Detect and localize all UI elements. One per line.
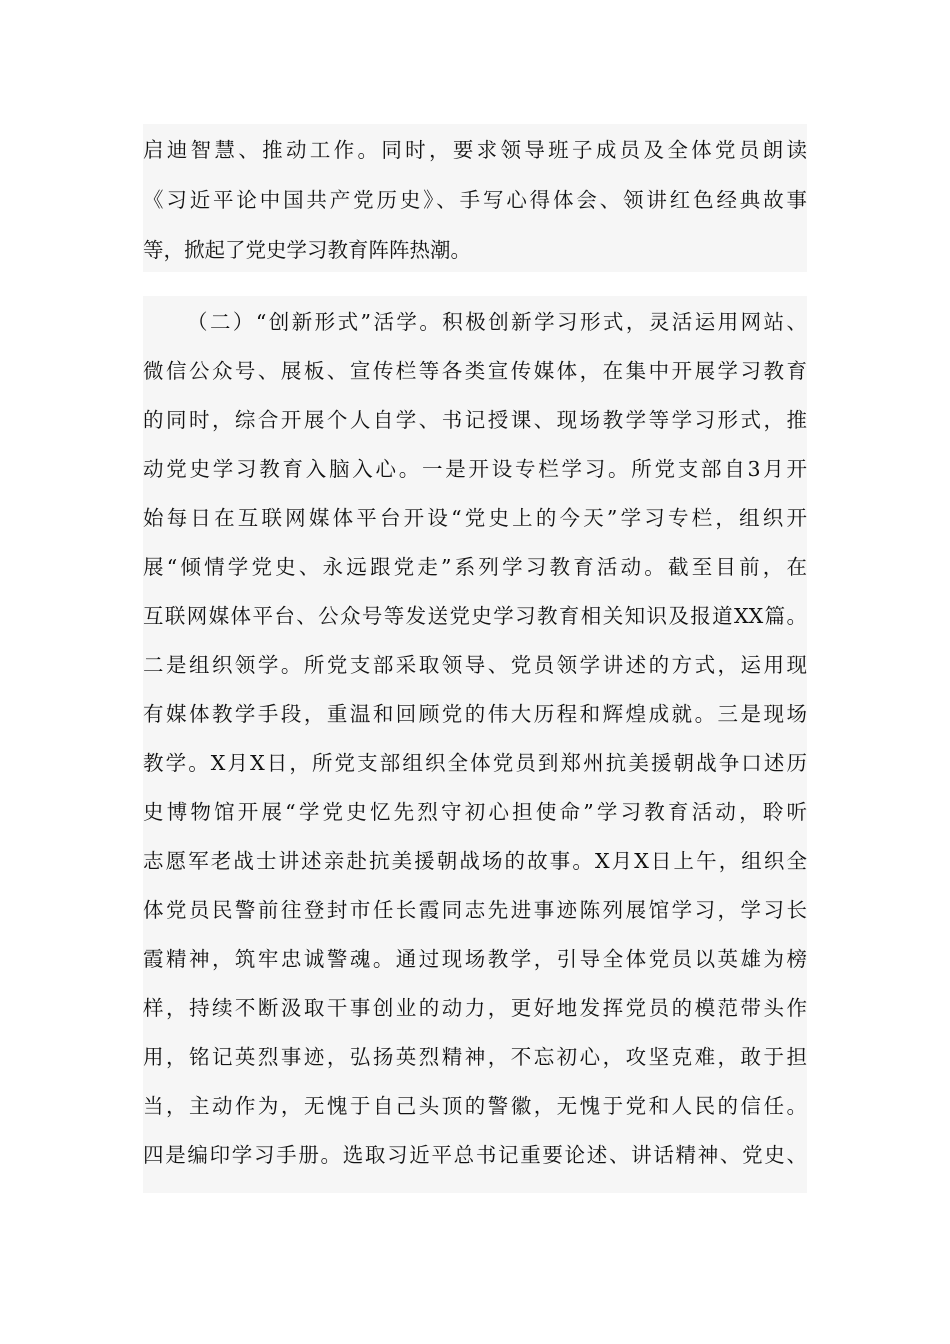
text-line: 用，铭记英烈事迹，弘扬英烈精神，不忘初心，攻坚克难，敢于担 (143, 1045, 807, 1069)
text-line: （二）“创新形式”活学。积极创新学习形式，灵活运用网站、 (187, 310, 807, 334)
text-line: 教学。X月X日，所党支部组织全体党员到郑州抗美援朝战争口述历 (143, 751, 807, 775)
text-line: 动党史学习教育入脑入心。一是开设专栏学习。所党支部自3月开 (143, 457, 807, 481)
paragraph-continued (143, 124, 807, 272)
text-line: 展“倾情学党史、永远跟党走”系列学习教育活动。截至目前，在 (143, 555, 807, 579)
text-line: 四是编印学习手册。选取习近平总书记重要论述、讲话精神、党史、 (143, 1143, 807, 1167)
text-line: 志愿军老战士讲述亲赴抗美援朝战场的故事。X月X日上午，组织全 (143, 849, 807, 873)
paragraph-innovative-forms (143, 296, 807, 1193)
text-line: 体党员民警前往登封市任长霞同志先进事迹陈列展馆学习，学习长 (143, 898, 807, 922)
text-line: 二是组织领学。所党支部采取领导、党员领学讲述的方式，运用现 (143, 653, 807, 677)
text-line: 有媒体教学手段，重温和回顾党的伟大历程和辉煌成就。三是现场 (143, 702, 807, 726)
text-line: 史博物馆开展“学党史忆先烈守初心担使命”学习教育活动，聆听 (143, 800, 807, 824)
text-line: 霞精神，筑牢忠诚警魂。通过现场教学，引导全体党员以英雄为榜 (143, 947, 807, 971)
text-line: 互联网媒体平台、公众号等发送党史学习教育相关知识及报道XX篇。 (143, 604, 807, 628)
text-line: 微信公众号、展板、宣传栏等各类宣传媒体，在集中开展学习教育 (143, 359, 807, 383)
text-line: 当，主动作为，无愧于自己头顶的警徽，无愧于党和人民的信任。 (143, 1094, 807, 1118)
text-line: 《习近平论中国共产党历史》、手写心得体会、领讲红色经典故事 (143, 188, 807, 212)
text-line: 的同时，综合开展个人自学、书记授课、现场教学等学习形式，推 (143, 408, 807, 432)
text-line: 启迪智慧、推动工作。同时，要求领导班子成员及全体党员朗读 (143, 138, 807, 162)
text-line: 样，持续不断汲取干事创业的动力，更好地发挥党员的模范带头作 (143, 996, 807, 1020)
text-line: 等，掀起了党史学习教育阵阵热潮。 (143, 238, 471, 262)
text-line: 始每日在互联网媒体平台开设“党史上的今天”学习专栏，组织开 (143, 506, 807, 530)
